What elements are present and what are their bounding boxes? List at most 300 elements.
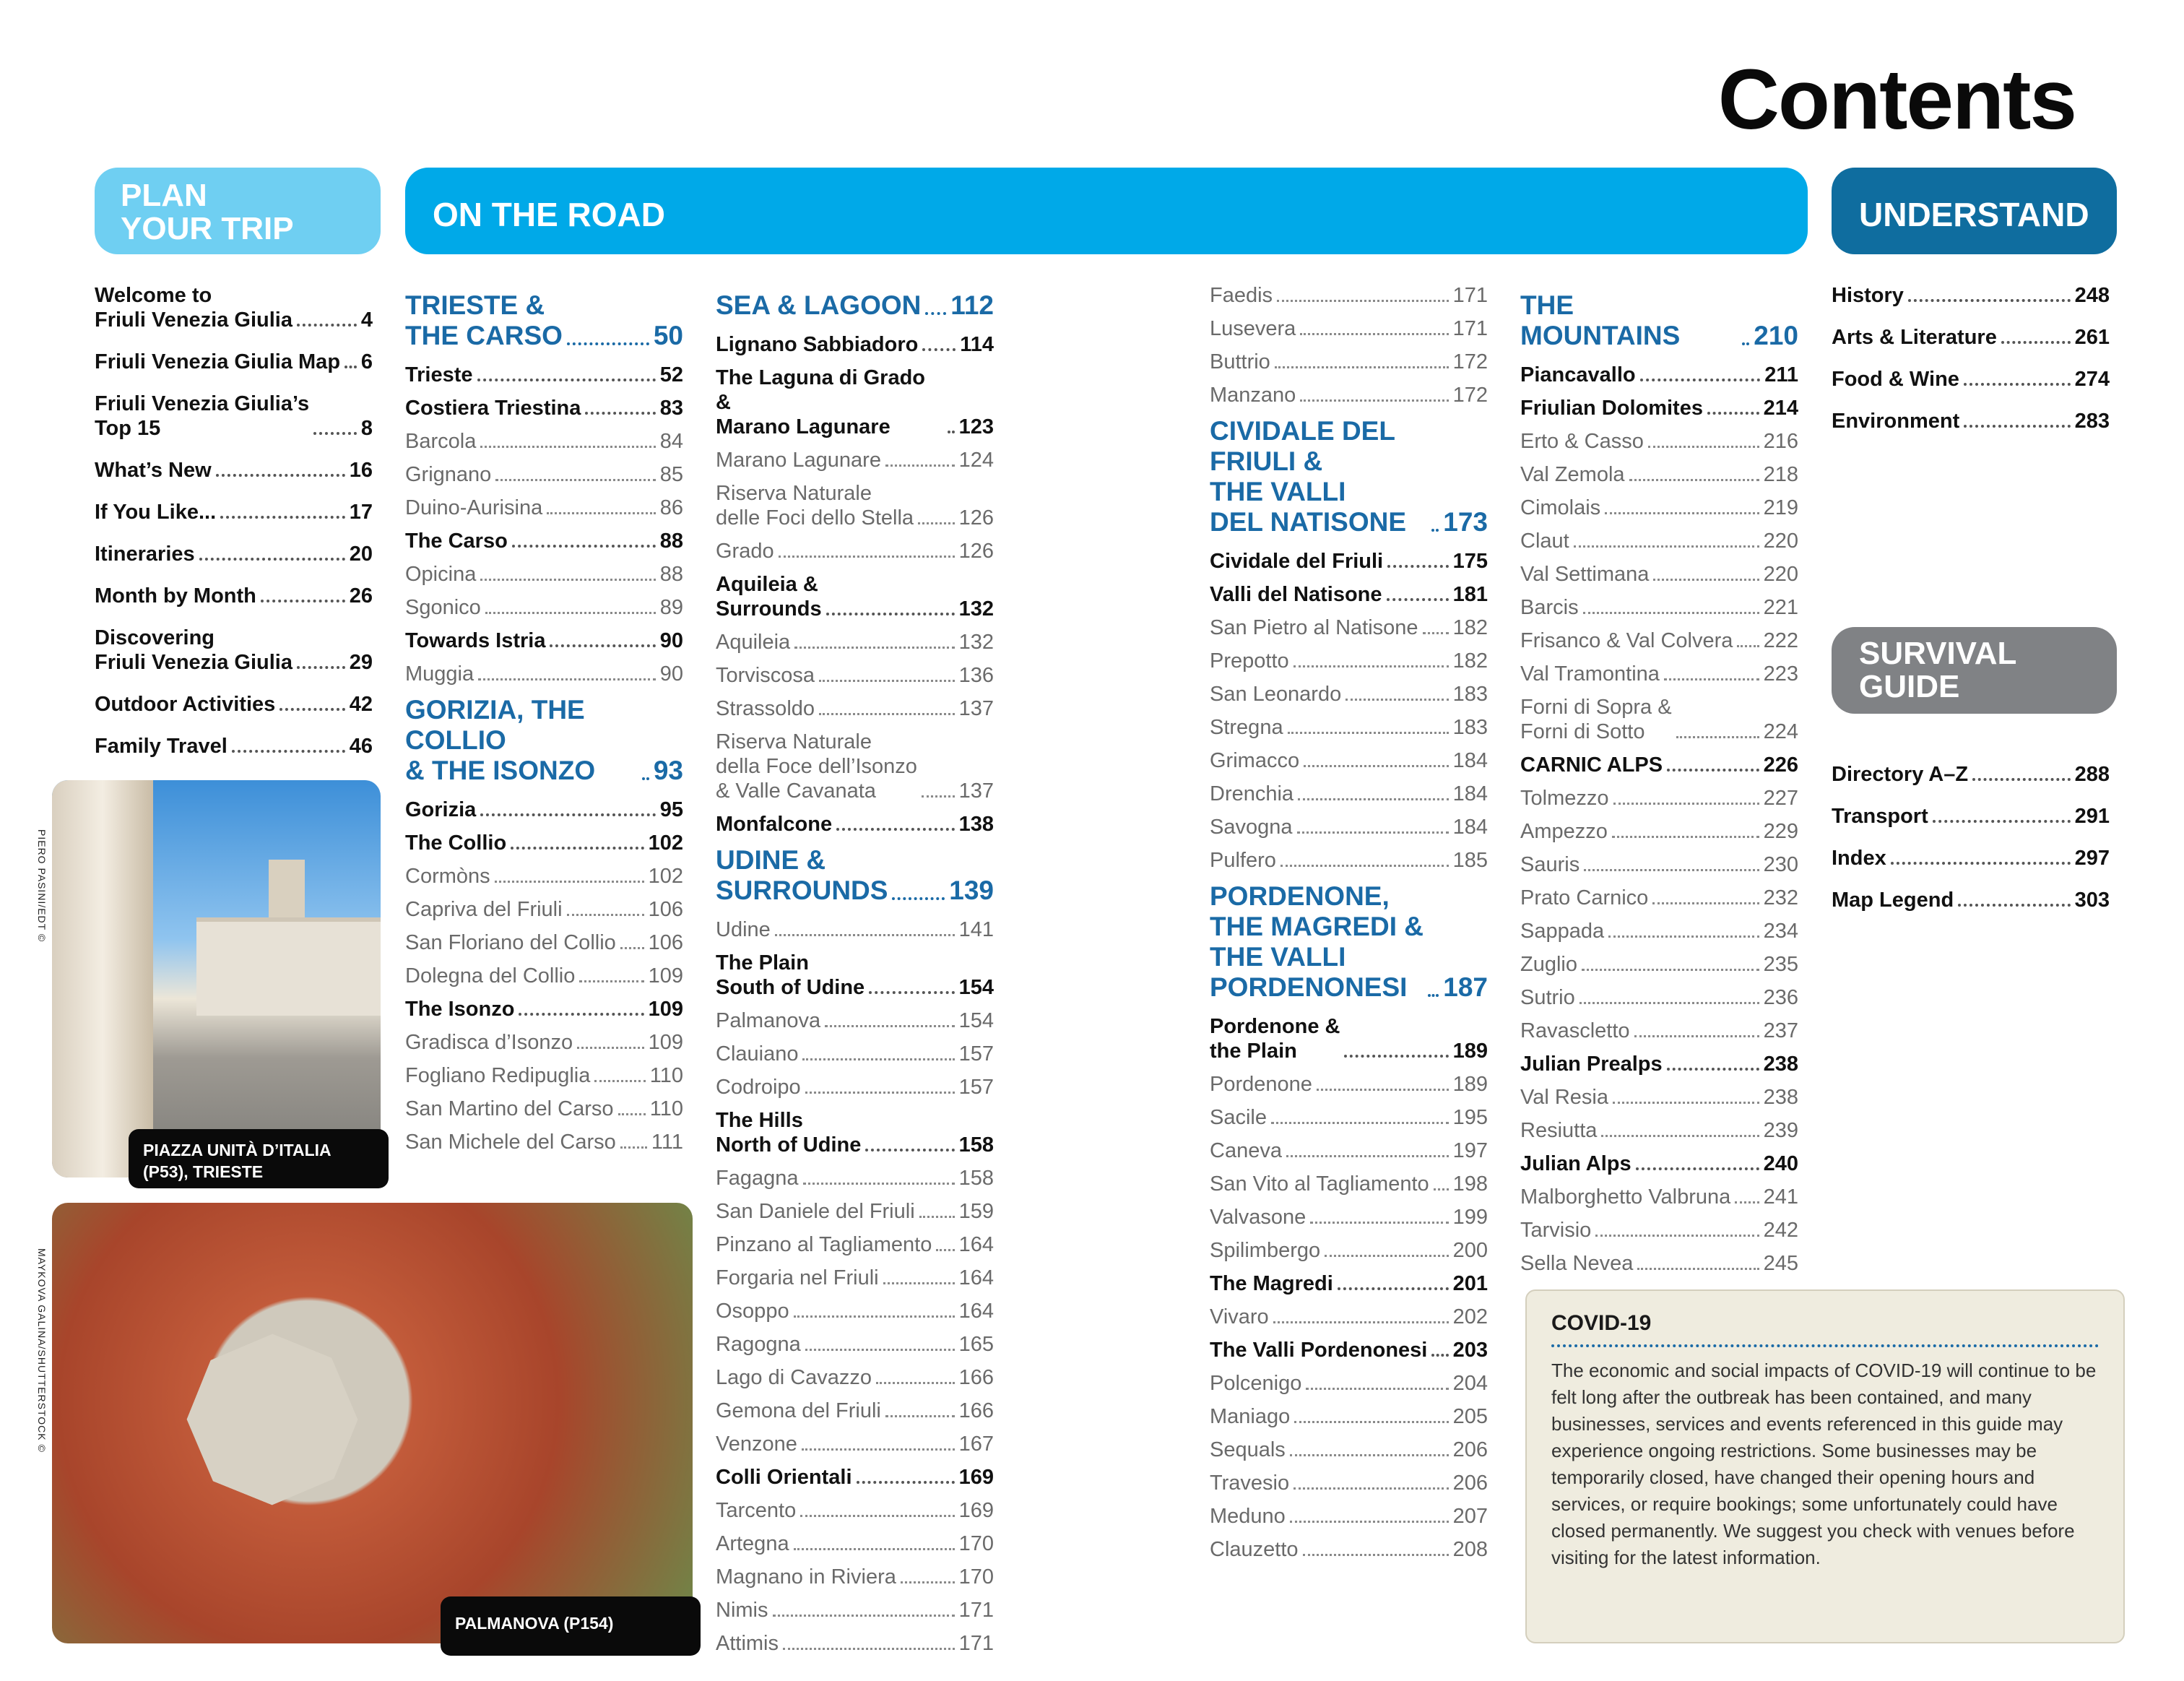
dot-leader bbox=[802, 1058, 954, 1060]
toc-entry[interactable] bbox=[1520, 396, 1798, 420]
band-label: SURVIVAL GUIDE bbox=[1859, 636, 2017, 704]
toc-entry[interactable] bbox=[95, 734, 373, 759]
dot-leader bbox=[1303, 1554, 1449, 1556]
toc-entry-title: Cormòns bbox=[405, 865, 490, 888]
dot-leader bbox=[477, 379, 656, 381]
toc-entry[interactable] bbox=[95, 283, 373, 332]
toc-entry[interactable] bbox=[716, 332, 994, 357]
toc-entry[interactable] bbox=[95, 584, 373, 608]
dot-leader bbox=[1288, 732, 1449, 734]
toc-entry[interactable] bbox=[1520, 952, 1798, 977]
toc-entry-title: Discovering Friuli Venezia Giulia bbox=[95, 626, 292, 674]
toc-entry[interactable] bbox=[716, 1108, 994, 1157]
toc-entry[interactable] bbox=[716, 1075, 994, 1099]
toc-entry-title: Riserva Naturale delle Foci dello Stella bbox=[716, 482, 914, 530]
toc-entry-title: Duino-Aurisina bbox=[405, 496, 543, 519]
toc-entry-title: Clauiano bbox=[716, 1042, 799, 1066]
toc-entry[interactable] bbox=[1210, 1072, 1488, 1097]
toc-entry[interactable] bbox=[1520, 363, 1798, 387]
toc-entry[interactable] bbox=[1520, 595, 1798, 620]
toc-entry[interactable] bbox=[716, 1465, 994, 1490]
toc-entry[interactable] bbox=[1520, 628, 1798, 653]
photo-credit: PIERO PASINI/EDT © bbox=[36, 829, 48, 943]
toc-entry[interactable] bbox=[405, 662, 683, 686]
toc-entry[interactable] bbox=[716, 1042, 994, 1066]
toc-page-number: 173 bbox=[1443, 507, 1488, 537]
dot-leader bbox=[550, 644, 655, 647]
toc-page-number: 197 bbox=[1452, 1139, 1488, 1162]
toc-entry[interactable] bbox=[405, 363, 683, 387]
toc-entry[interactable] bbox=[1520, 562, 1798, 587]
toc-page-number: 110 bbox=[649, 1097, 683, 1120]
toc-page-number: 4 bbox=[360, 308, 373, 332]
toc-page-number: 93 bbox=[653, 756, 683, 785]
dot-leader bbox=[1317, 1089, 1449, 1091]
toc-entry[interactable] bbox=[1210, 1105, 1488, 1130]
toc-page-number: 169 bbox=[958, 1466, 994, 1489]
toc-entry[interactable] bbox=[1520, 1185, 1798, 1209]
toc-page-number: 114 bbox=[960, 333, 994, 356]
dot-leader bbox=[480, 813, 655, 816]
toc-page-number: 137 bbox=[958, 697, 994, 720]
toc-entry[interactable] bbox=[1520, 290, 1798, 351]
toc-entry[interactable] bbox=[1210, 1238, 1488, 1263]
toc-entry[interactable] bbox=[1520, 753, 1798, 777]
toc-page-number: 207 bbox=[1452, 1505, 1488, 1528]
toc-entry-title: Fogliano Redipuglia bbox=[405, 1064, 591, 1087]
toc-entry[interactable] bbox=[1520, 1019, 1798, 1043]
toc-entry[interactable] bbox=[1210, 283, 1488, 308]
toc-entry-title: The Hills North of Udine bbox=[716, 1109, 862, 1157]
dot-leader bbox=[836, 828, 954, 831]
toc-entry[interactable] bbox=[405, 529, 683, 553]
toc-entry-title: What’s New bbox=[95, 459, 212, 482]
toc-page-number: 216 bbox=[1763, 430, 1798, 453]
toc-page-number: 126 bbox=[958, 540, 994, 563]
toc-entry[interactable] bbox=[1520, 1251, 1798, 1276]
toc-entry-title: Pordenone & the Plain bbox=[1210, 1015, 1340, 1063]
dot-leader bbox=[805, 1092, 955, 1094]
toc-entry[interactable] bbox=[405, 1030, 683, 1055]
dot-leader bbox=[297, 324, 357, 327]
toc-entry-title: Strassoldo bbox=[716, 697, 815, 720]
toc-entry[interactable] bbox=[716, 1432, 994, 1456]
dot-leader bbox=[857, 1481, 955, 1484]
photo-credit: MAYKOVA GALINA/SHUTTERSTOCK © bbox=[36, 1248, 48, 1453]
toc-page-number: 227 bbox=[1763, 787, 1798, 810]
toc-page-number: 85 bbox=[659, 463, 683, 486]
toc-entry-title: Barcola bbox=[405, 430, 477, 453]
toc-page-number: 220 bbox=[1763, 563, 1798, 586]
toc-entry[interactable] bbox=[1520, 462, 1798, 487]
toc-entry[interactable] bbox=[1210, 1537, 1488, 1562]
toc-entry[interactable] bbox=[1210, 848, 1488, 873]
toc-page-number: 8 bbox=[360, 417, 373, 440]
toc-entry[interactable] bbox=[95, 392, 373, 441]
toc-page-number: 219 bbox=[1763, 496, 1798, 519]
dot-leader bbox=[1667, 1068, 1759, 1071]
toc-page-number: 239 bbox=[1763, 1119, 1798, 1142]
toc-entry-title: Lignano Sabbiadoro bbox=[716, 333, 919, 356]
toc-entry[interactable] bbox=[1520, 1218, 1798, 1243]
toc-entry-title: San Martino del Carso bbox=[405, 1097, 614, 1120]
dot-leader bbox=[1583, 612, 1759, 614]
dot-leader bbox=[869, 991, 954, 994]
dot-leader bbox=[585, 412, 655, 415]
toc-entry[interactable] bbox=[405, 695, 683, 786]
toc-entry-title: Aquileia & Surrounds bbox=[716, 573, 822, 621]
toc-entry[interactable] bbox=[405, 628, 683, 653]
toc-entry[interactable] bbox=[1520, 529, 1798, 553]
toc-page-number: 184 bbox=[1452, 782, 1488, 805]
toc-page-number: 42 bbox=[349, 693, 373, 716]
toc-entry[interactable] bbox=[405, 930, 683, 955]
toc-entry[interactable] bbox=[716, 1631, 994, 1656]
toc-entry[interactable] bbox=[1210, 1305, 1488, 1329]
toc-entry[interactable] bbox=[1210, 1138, 1488, 1163]
toc-entry-title: Capriva del Friuli bbox=[405, 898, 563, 921]
toc-page-number: 229 bbox=[1763, 820, 1798, 843]
toc-page-number: 204 bbox=[1452, 1372, 1488, 1395]
toc-entry[interactable] bbox=[1520, 786, 1798, 811]
toc-entry[interactable] bbox=[716, 696, 994, 721]
toc-entry[interactable] bbox=[405, 798, 683, 822]
toc-entry[interactable] bbox=[716, 1498, 994, 1523]
toc-page-number: 157 bbox=[958, 1042, 994, 1066]
dot-leader bbox=[803, 1183, 955, 1185]
toc-entry[interactable] bbox=[405, 864, 683, 889]
toc-entry-title: Environment bbox=[1832, 410, 1960, 433]
toc-page-number: 235 bbox=[1763, 953, 1798, 976]
dot-leader bbox=[1637, 1268, 1759, 1270]
dot-leader bbox=[1294, 1421, 1448, 1423]
toc-entry[interactable] bbox=[716, 539, 994, 563]
toc-page-number: 16 bbox=[349, 459, 373, 482]
toc-entry[interactable] bbox=[1210, 782, 1488, 806]
toc-entry[interactable] bbox=[716, 663, 994, 688]
dot-leader bbox=[1431, 1354, 1448, 1357]
toc-entry[interactable] bbox=[1210, 748, 1488, 773]
toc-entry[interactable] bbox=[716, 1299, 994, 1323]
toc-entry[interactable] bbox=[1210, 1471, 1488, 1495]
toc-page-number: 159 bbox=[958, 1200, 994, 1223]
toc-entry[interactable] bbox=[405, 1063, 683, 1088]
dot-leader bbox=[620, 947, 644, 949]
toc-entry[interactable] bbox=[1210, 881, 1488, 1003]
toc-entry[interactable] bbox=[405, 595, 683, 620]
toc-entry[interactable] bbox=[95, 458, 373, 483]
toc-page-number: 50 bbox=[653, 321, 683, 350]
toc-entry[interactable] bbox=[1210, 582, 1488, 607]
toc-entry-title: Faedis bbox=[1210, 284, 1273, 307]
toc-entry[interactable] bbox=[405, 290, 683, 351]
toc-entry[interactable] bbox=[1210, 649, 1488, 673]
toc-entry[interactable] bbox=[1520, 819, 1798, 844]
dot-leader bbox=[918, 522, 955, 524]
toc-page-number: 171 bbox=[958, 1632, 994, 1655]
toc-page-number: 171 bbox=[958, 1599, 994, 1622]
toc-entry-title: The Collio bbox=[405, 831, 507, 855]
toc-entry[interactable] bbox=[716, 1399, 994, 1423]
toc-entry[interactable] bbox=[716, 366, 994, 439]
toc-entry[interactable] bbox=[716, 1266, 994, 1290]
dot-leader bbox=[1652, 902, 1759, 904]
toc-page-number: 83 bbox=[659, 397, 683, 420]
toc-entry[interactable] bbox=[1210, 682, 1488, 706]
toc-page-number: 195 bbox=[1452, 1106, 1488, 1129]
toc-entry[interactable] bbox=[716, 1199, 994, 1224]
toc-entry[interactable] bbox=[716, 1332, 994, 1357]
dot-leader bbox=[1280, 865, 1449, 867]
toc-entry[interactable] bbox=[1520, 429, 1798, 454]
toc-page-number: 138 bbox=[958, 813, 994, 836]
toc-page-number: 157 bbox=[958, 1076, 994, 1099]
toc-entry-title: Month by Month bbox=[95, 584, 256, 608]
toc-page-number: 200 bbox=[1452, 1239, 1488, 1262]
dot-leader bbox=[579, 980, 644, 982]
dot-leader bbox=[1737, 645, 1759, 647]
toc-entry-title: Claut bbox=[1520, 530, 1569, 553]
toc-entry-title: Fagagna bbox=[716, 1167, 799, 1190]
toc-entry-title: Gorizia bbox=[405, 798, 477, 821]
toc-entry-title: Friuli Venezia Giulia Map bbox=[95, 350, 341, 373]
toc-entry[interactable] bbox=[1210, 1438, 1488, 1462]
toc-entry-title: Cividale del Friuli bbox=[1210, 550, 1384, 573]
dot-leader bbox=[1605, 512, 1759, 514]
toc-entry[interactable] bbox=[1520, 695, 1798, 744]
toc-entry[interactable] bbox=[1210, 1172, 1488, 1196]
toc-entry[interactable] bbox=[716, 1008, 994, 1033]
toc-entry[interactable] bbox=[1520, 1052, 1798, 1076]
dot-leader bbox=[485, 612, 656, 614]
toc-entry[interactable] bbox=[716, 1166, 994, 1190]
toc-entry[interactable] bbox=[1210, 1404, 1488, 1429]
toc-entry[interactable] bbox=[1520, 886, 1798, 910]
toc-column-road-2 bbox=[716, 283, 994, 1664]
toc-entry[interactable] bbox=[1832, 367, 2110, 392]
toc-page-number: 230 bbox=[1763, 853, 1798, 876]
toc-entry[interactable] bbox=[1520, 662, 1798, 686]
toc-page-number: 189 bbox=[1452, 1073, 1488, 1096]
toc-entry-title: Piancavallo bbox=[1520, 363, 1636, 386]
toc-entry[interactable] bbox=[716, 290, 994, 321]
toc-entry-title: Sequals bbox=[1210, 1438, 1286, 1461]
toc-page-number: 223 bbox=[1763, 662, 1798, 686]
dot-leader bbox=[261, 600, 345, 602]
toc-entry[interactable] bbox=[405, 897, 683, 922]
toc-entry[interactable] bbox=[95, 626, 373, 675]
toc-entry[interactable] bbox=[405, 831, 683, 855]
toc-entry-title: Ragogna bbox=[716, 1333, 801, 1356]
toc-entry-title: GORIZIA, THE COLLIO & THE ISONZO bbox=[405, 695, 596, 785]
toc-page-number: 261 bbox=[2074, 326, 2110, 349]
toc-entry[interactable] bbox=[405, 496, 683, 520]
dot-leader bbox=[567, 914, 644, 916]
toc-entry[interactable] bbox=[1210, 1371, 1488, 1396]
dot-leader bbox=[1640, 379, 1761, 381]
toc-entry-title: Codroipo bbox=[716, 1076, 801, 1099]
toc-entry-title: Marano Lagunare bbox=[716, 449, 881, 472]
toc-entry[interactable] bbox=[1210, 615, 1488, 640]
toc-entry-title: Manzano bbox=[1210, 384, 1296, 407]
toc-page-number: 111 bbox=[651, 1131, 683, 1154]
toc-page-number: 210 bbox=[1754, 321, 1798, 350]
toc-entry[interactable] bbox=[1520, 496, 1798, 520]
toc-entry[interactable] bbox=[716, 630, 994, 654]
photo-caption: PALMANOVA (P154) bbox=[441, 1596, 701, 1656]
toc-entry-title: Sella Nevea bbox=[1520, 1252, 1634, 1275]
toc-page-number: 205 bbox=[1452, 1405, 1488, 1428]
toc-entry-title: Travesio bbox=[1210, 1472, 1290, 1495]
dot-leader bbox=[800, 1515, 954, 1517]
toc-entry[interactable] bbox=[95, 350, 373, 374]
toc-entry[interactable] bbox=[1832, 283, 2110, 308]
dot-leader bbox=[885, 1415, 955, 1417]
toc-entry[interactable] bbox=[405, 1097, 683, 1121]
toc-page-number: 291 bbox=[2074, 805, 2110, 828]
toc-column-plan bbox=[95, 283, 373, 776]
toc-entry[interactable] bbox=[405, 462, 683, 487]
toc-entry[interactable] bbox=[405, 997, 683, 1021]
toc-entry[interactable] bbox=[716, 572, 994, 621]
toc-page-number: 202 bbox=[1452, 1305, 1488, 1328]
toc-column-survival bbox=[1832, 762, 2110, 930]
dot-leader bbox=[1613, 1102, 1759, 1104]
toc-entry[interactable] bbox=[1832, 804, 2110, 829]
toc-entry[interactable] bbox=[1210, 1014, 1488, 1063]
toc-entry-title: Caneva bbox=[1210, 1139, 1282, 1162]
toc-entry[interactable] bbox=[95, 500, 373, 524]
toc-column-road-3 bbox=[1210, 283, 1488, 1570]
toc-page-number: 106 bbox=[648, 931, 683, 954]
dot-leader bbox=[1344, 1055, 1448, 1058]
toc-page-number: 170 bbox=[958, 1565, 994, 1589]
toc-entry-title: Attimis bbox=[716, 1632, 779, 1655]
toc-entry[interactable] bbox=[1520, 1085, 1798, 1110]
toc-page-number: 88 bbox=[659, 530, 683, 553]
toc-page-number: 198 bbox=[1452, 1172, 1488, 1196]
toc-entry-title: Meduno bbox=[1210, 1505, 1286, 1528]
toc-entry[interactable] bbox=[716, 481, 994, 530]
toc-entry[interactable] bbox=[1210, 715, 1488, 740]
toc-entry-title: Udine bbox=[716, 918, 771, 941]
dot-leader bbox=[773, 1615, 955, 1617]
toc-entry[interactable] bbox=[1832, 762, 2110, 787]
toc-entry[interactable] bbox=[1520, 1151, 1798, 1176]
toc-entry[interactable] bbox=[716, 1598, 994, 1622]
toc-entry[interactable] bbox=[1210, 1338, 1488, 1362]
toc-entry[interactable] bbox=[405, 396, 683, 420]
toc-page-number: 199 bbox=[1452, 1206, 1488, 1229]
toc-page-number: 283 bbox=[2074, 410, 2110, 433]
toc-page-number: 184 bbox=[1452, 816, 1488, 839]
dot-leader bbox=[2001, 341, 2071, 344]
toc-entry[interactable] bbox=[405, 429, 683, 454]
toc-page-number: 90 bbox=[659, 662, 683, 686]
toc-entry-title: Venzone bbox=[716, 1432, 797, 1456]
toc-entry-title: Prato Carnico bbox=[1520, 886, 1649, 909]
toc-entry-title: Tarcento bbox=[716, 1499, 797, 1522]
toc-page-number: 189 bbox=[1452, 1040, 1488, 1063]
toc-entry[interactable] bbox=[405, 1130, 683, 1154]
toc-entry[interactable] bbox=[405, 562, 683, 587]
dot-leader bbox=[594, 1080, 645, 1082]
toc-entry[interactable] bbox=[1832, 409, 2110, 433]
toc-entry-title: San Pietro al Natisone bbox=[1210, 616, 1418, 639]
toc-page-number: 109 bbox=[648, 964, 683, 988]
toc-entry[interactable] bbox=[1520, 852, 1798, 877]
toc-entry[interactable] bbox=[95, 692, 373, 717]
toc-page-number: 132 bbox=[958, 631, 994, 654]
toc-entry[interactable] bbox=[716, 1565, 994, 1589]
toc-entry[interactable] bbox=[1832, 325, 2110, 350]
toc-entry[interactable] bbox=[1210, 350, 1488, 374]
toc-page-number: 88 bbox=[659, 563, 683, 586]
toc-entry[interactable] bbox=[405, 964, 683, 988]
toc-entry-title: Malborghetto Valbruna bbox=[1520, 1185, 1731, 1209]
toc-entry[interactable] bbox=[1520, 985, 1798, 1010]
toc-entry[interactable] bbox=[1210, 1271, 1488, 1296]
toc-page-number: 123 bbox=[958, 415, 994, 438]
toc-entry-title: Prepotto bbox=[1210, 649, 1289, 673]
toc-entry[interactable] bbox=[1210, 815, 1488, 839]
dot-leader bbox=[1608, 935, 1759, 938]
toc-entry[interactable] bbox=[716, 1531, 994, 1556]
toc-entry[interactable] bbox=[1210, 316, 1488, 341]
dot-leader bbox=[547, 512, 656, 514]
toc-entry[interactable] bbox=[1210, 383, 1488, 407]
toc-entry-title: Directory A–Z bbox=[1832, 763, 1969, 786]
dot-leader bbox=[1891, 862, 2071, 865]
toc-entry-title: Sgonico bbox=[405, 596, 481, 619]
toc-entry-title: Gradisca d’Isonzo bbox=[405, 1031, 573, 1054]
dot-leader bbox=[1972, 778, 2071, 781]
toc-entry[interactable] bbox=[1520, 1118, 1798, 1143]
toc-entry[interactable] bbox=[1210, 416, 1488, 537]
toc-page-number: 211 bbox=[1764, 363, 1798, 386]
dot-leader bbox=[1387, 598, 1449, 601]
dot-leader bbox=[511, 847, 644, 850]
toc-entry[interactable] bbox=[95, 542, 373, 566]
toc-entry[interactable] bbox=[1520, 919, 1798, 943]
toc-page-number: 112 bbox=[950, 290, 994, 320]
toc-entry-title: Lago di Cavazzo bbox=[716, 1366, 872, 1389]
toc-entry[interactable] bbox=[716, 730, 994, 803]
toc-entry-title: The Magredi bbox=[1210, 1272, 1333, 1295]
toc-entry[interactable] bbox=[1210, 1504, 1488, 1529]
toc-entry-title: Resiutta bbox=[1520, 1119, 1598, 1142]
dot-leader bbox=[794, 1548, 955, 1550]
toc-entry[interactable] bbox=[1832, 846, 2110, 870]
toc-entry[interactable] bbox=[1210, 1205, 1488, 1230]
toc-entry[interactable] bbox=[716, 917, 994, 942]
toc-page-number: 139 bbox=[949, 876, 994, 905]
toc-entry[interactable] bbox=[1832, 888, 2110, 912]
toc-entry[interactable] bbox=[1210, 549, 1488, 574]
toc-entry[interactable] bbox=[716, 951, 994, 1000]
toc-entry[interactable] bbox=[716, 448, 994, 472]
toc-page-number: 124 bbox=[958, 449, 994, 472]
toc-entry[interactable] bbox=[716, 812, 994, 837]
toc-page-number: 102 bbox=[648, 831, 683, 855]
toc-page-number: 166 bbox=[958, 1366, 994, 1389]
toc-page-number: 6 bbox=[360, 350, 373, 373]
toc-entry[interactable] bbox=[716, 845, 994, 906]
toc-entry[interactable] bbox=[716, 1365, 994, 1390]
toc-entry[interactable] bbox=[716, 1232, 994, 1257]
toc-entry-title: Food & Wine bbox=[1832, 368, 1959, 391]
dot-leader bbox=[1584, 869, 1759, 871]
